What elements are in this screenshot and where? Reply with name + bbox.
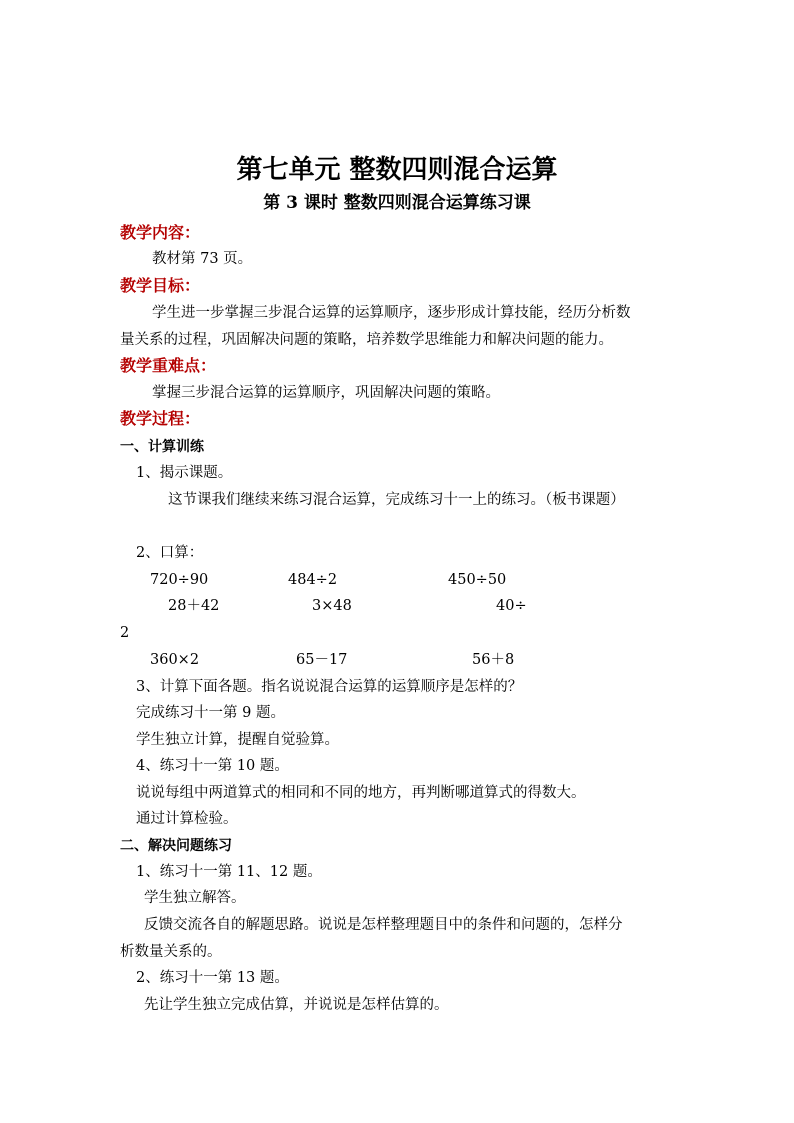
oral-r1c3: 450÷50 [448,572,507,588]
section-1-heading: 一、计算训练 [120,439,204,455]
s2-item-1-b1: 反馈交流各自的解题思路。说说是怎样整理题目中的条件和问题的，怎样分 [144,917,623,933]
s1-item-3-a: 完成练习十一第 9 题。 [136,705,285,721]
s2-item-1-a: 学生独立解答。 [144,890,246,906]
section-2-heading: 二、解决问题练习 [120,838,232,854]
s2-item-1-b2: 析数量关系的。 [120,944,222,960]
goal-line-2: 量关系的过程，巩固解决问题的策略，培养数学思维能力和解决问题的能力。 [120,332,613,348]
oral-r2-wrap: 2 [120,625,130,641]
lesson-subtitle: 第 3 课时 整数四则混合运算练习课 [263,193,531,213]
s1-item-3-b: 学生独立计算，提醒自觉验算。 [136,732,339,748]
content-text: 教材第 73 页。 [152,251,253,267]
s2-item-1: 1、练习十一第 11、12 题。 [136,864,322,880]
unit-title: 第七单元 整数四则混合运算 [236,155,558,185]
s1-item-4-b: 通过计算检验。 [136,811,238,827]
goal-line-1: 学生进一步掌握三步混合运算的运算顺序，逐步形成计算技能，经历分析数 [152,305,631,321]
s1-item-1: 1、揭示课题。 [136,465,233,481]
s2-item-2: 2、练习十一第 13 题。 [136,970,289,986]
s1-item-3: 3、计算下面各题。指名说说混合运算的运算顺序是怎样的？ [136,679,523,695]
oral-r2c2: 3×48 [312,598,352,614]
oral-r3c3: 56＋8 [472,652,515,668]
oral-r1c2: 484÷2 [288,572,338,588]
content-heading: 教学内容： [120,223,201,242]
oral-r2c1: 28＋42 [168,598,220,614]
key-text: 掌握三步混合运算的运算顺序，巩固解决问题的策略。 [152,385,500,401]
s2-item-2-a: 先让学生独立完成估算，并说说是怎样估算的。 [144,997,449,1013]
s1-item-4-a: 说说每组中两道算式的相同和不同的地方，再判断哪道算式的得数大。 [136,785,586,801]
s1-item-1-text: 这节课我们继续来练习混合运算，完成练习十一上的练习。（板书课题） [168,492,625,508]
s1-item-2: 2、口算： [136,545,204,561]
oral-r1c1: 720÷90 [150,572,209,588]
oral-r3c1: 360×2 [150,652,200,668]
goal-heading: 教学目标： [120,276,201,295]
oral-r3c2: 65－17 [296,652,348,668]
oral-r2c3: 40÷ [496,598,527,614]
process-heading: 教学过程： [120,409,201,428]
s1-item-4: 4、练习十一第 10 题。 [136,758,289,774]
key-heading: 教学重难点： [120,356,217,375]
